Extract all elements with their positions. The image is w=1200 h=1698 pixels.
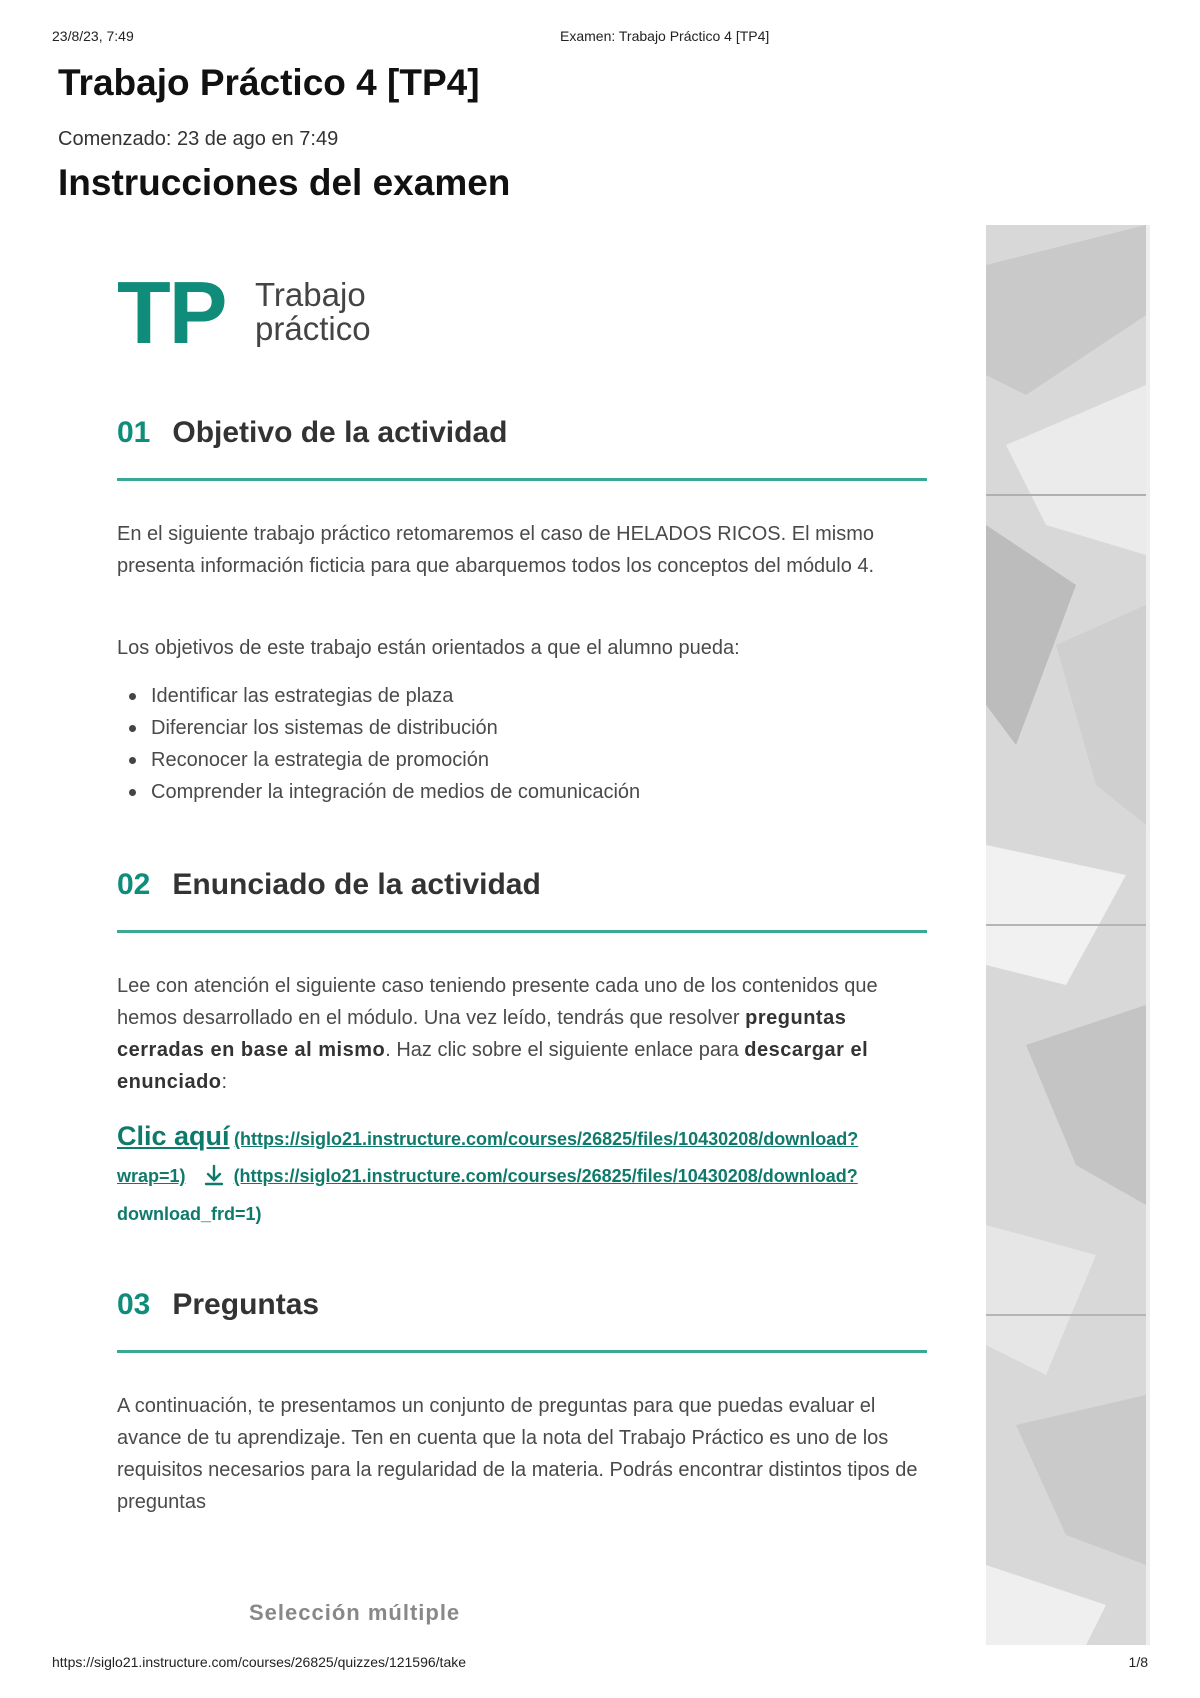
section-heading-statement [117,868,927,908]
section-divider [117,930,927,933]
questions-paragraph: A continuación, te presentamos un conjunto de preguntas para que puedas evaluar el avance de tu aprendizaje. Ten en cuenta que la nota del Trabajo Práctico es uno de los requisitos necesarios para la regularidad de la materia. Podrás encontrar distintos tipos de preguntas [117,1395,918,1513]
print-header [52,28,1148,44]
section-divider [117,1350,927,1353]
download-links [117,1118,927,1231]
download-icon[interactable] [203,1163,225,1197]
architecture-photo [986,225,1146,1645]
download-url-link[interactable]: (https://siglo21.instructure.com/courses/26825/files/10430208/download? [233,1166,858,1186]
section-title: Preguntas [172,1288,320,1321]
logo-mark: TP [117,263,226,362]
link-line [117,1197,927,1231]
logo-word-1: Trabajo [255,276,366,313]
statement-bold: descargar el enunciado [117,1039,869,1093]
print-doc-title: Examen: Trabajo Práctico 4 [TP4] [560,28,770,44]
print-url: https://siglo21.instructure.com/courses/26825/quizzes/121596/take [52,1654,467,1670]
started-timestamp: Comenzado: 23 de ago en 7:49 [58,128,339,150]
statement-paragraph [117,970,927,1098]
logo-word-2: práctico [255,310,371,347]
instructions-title: Instrucciones del examen [58,162,511,203]
click-here-link[interactable]: Clic aquí [117,1121,230,1151]
list-item: Identificar las estrategias de plaza [151,680,951,712]
section-title: Objetivo de la actividad [172,416,508,449]
file-url-link-end[interactable]: wrap=1) [117,1166,186,1186]
section-divider [117,478,927,481]
objective-list [117,680,951,808]
logo-wordmark [255,278,371,346]
print-footer [52,1654,1148,1670]
section-number: 01 [117,416,151,449]
section-heading-questions [117,1288,927,1328]
statement-text: : [221,1071,228,1093]
print-page-number: 1/8 [1128,1654,1148,1670]
list-item: Comprender la integración de medios de comunicación [151,776,951,808]
decorative-side-image [986,225,1150,1645]
section-heading-objective [117,416,927,456]
section-number: 03 [117,1288,151,1321]
list-item: Reconocer la estrategia de promoción [151,744,951,776]
file-url-link[interactable]: (https://siglo21.instructure.com/courses/26825/files/10430208/download? [233,1129,859,1149]
download-url-link-end[interactable]: download_frd=1) [117,1204,262,1224]
page-title: Trabajo Práctico 4 [TP4] [58,62,480,103]
objective-paragraph-2: Los objetivos de este trabajo están orientados a que el alumno pueda: [117,637,740,659]
section-title: Enunciado de la actividad [172,868,541,901]
link-line [117,1118,927,1159]
link-line [117,1159,927,1197]
section-number: 02 [117,868,151,901]
list-item: Diferenciar los sistemas de distribución [151,712,951,744]
objective-paragraph-1: En el siguiente trabajo práctico retomaremos el caso de HELADOS RICOS. El mismo presenta información ficticia para que abarquemos todos los conceptos del módulo 4. [117,523,875,577]
statement-text: Lee con atención el siguiente caso teniendo presente cada uno de los contenidos que hemos desarrollado en el módulo. Una vez leído, tendrás que resolver [117,975,878,1029]
print-datetime: 23/8/23, 7:49 [52,28,134,44]
statement-bold: preguntas cerradas en base al mismo [117,1007,847,1061]
statement-text: . Haz clic sobre el siguiente enlace para [385,1039,745,1061]
multiple-choice-label: Selección múltiple [249,1600,461,1625]
